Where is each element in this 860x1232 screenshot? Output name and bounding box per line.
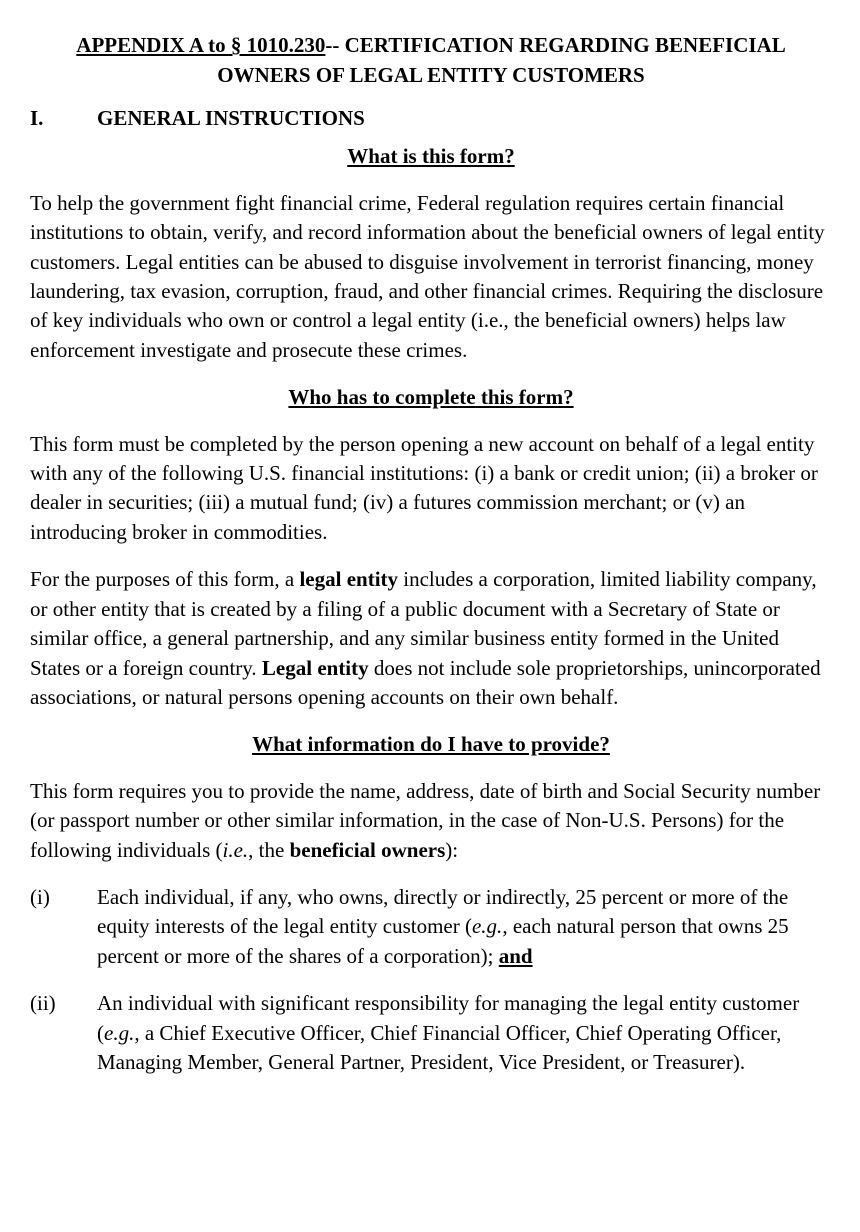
list-item-text-2: , each natural person that owns 25 percent or more of the shares of a corporation); xyxy=(97,914,789,968)
info-text-1: This form requires you to provide the name, address, date of birth and Social Security number (or passport number or other similar information, in the case of Non-U.S. Persons) for the following individuals ( xyxy=(30,778,821,862)
list-item-eg: e.g. xyxy=(471,914,503,939)
info-beneficial-owners: beneficial owners xyxy=(289,837,446,862)
info-ie: i.e. xyxy=(222,837,249,862)
legal-entity-text-2: includes a corporation, limited liability company, or other entity that is created by a filing of a public document with a Secretary of State or similar office, a general partnership, and any similar business entity formed in the United States or a foreign country. xyxy=(30,567,817,680)
legal-entity-term-2: Legal entity xyxy=(261,655,369,680)
subheading-who: Who has to complete this form? xyxy=(288,385,574,410)
list-item-and: and xyxy=(498,943,533,968)
list-item-text-2: , a Chief Executive Officer, Chief Financial Officer, Chief Operating Officer, Managing Member, General Partner, President, Vice President, or Treasurer). xyxy=(97,1020,782,1074)
paragraph-legal-entity xyxy=(30,565,832,712)
legal-entity-text-1: For the purposes of this form, a xyxy=(30,567,300,592)
info-text-2: , the xyxy=(248,837,290,862)
list-marker: (ii) xyxy=(30,991,56,1016)
title-rest: -- CERTIFICATION REGARDING BENEFICIAL xyxy=(325,33,786,57)
paragraph-info xyxy=(30,777,832,865)
list-item-eg: e.g. xyxy=(104,1020,135,1045)
list-item-body xyxy=(97,989,832,1077)
list-item-text-1: An individual with significant responsibility for managing the legal entity customer ( xyxy=(97,991,800,1045)
legal-entity-term-1: legal entity xyxy=(299,567,399,592)
title-line-2: OWNERS OF LEGAL ENTITY CUSTOMERS xyxy=(217,63,645,87)
section-number: I. xyxy=(30,106,44,130)
list-item-body xyxy=(97,883,832,971)
list-item-ii xyxy=(30,989,832,1077)
section-title: GENERAL INSTRUCTIONS xyxy=(97,106,365,130)
section-heading xyxy=(30,104,832,133)
title-reference: APPENDIX A to § 1010.230 xyxy=(76,33,326,57)
info-text-3: ): xyxy=(445,837,459,862)
legal-entity-text-3: does not include sole proprietorships, unincorporated associations, or natural persons opening accounts on their own behalf. xyxy=(30,655,821,709)
paragraph-who: This form must be completed by the person opening a new account on behalf of a legal entity with any of the following U.S. financial institutions: (i) a bank or credit union; (ii) a broker or dealer in securities; (iii) a mutual fund; (iv) a futures commission merchant; or (v) an introducing broker in commodities. xyxy=(30,431,818,544)
list-item-i xyxy=(30,883,832,971)
list-item-text-1: Each individual, if any, who owns, directly or indirectly, 25 percent or more of the equity interests of the legal entity customer ( xyxy=(97,884,789,939)
subheading-info: What information do I have to provide? xyxy=(252,732,610,757)
document-title xyxy=(30,30,832,90)
paragraph-what-is: To help the government fight financial crime, Federal regulation requires certain financial institutions to obtain, verify, and record information about the beneficial owners of legal entity customers. Legal entities can be abused to disguise involvement in terrorist financing, money laundering, tax evasion, corruption, fraud, and other financial crimes. Requiring the disclosure of key individuals who own or control a legal entity (i.e., the beneficial owners) helps law enforcement investigate and prosecute these crimes. xyxy=(30,190,825,362)
subheading-what-is: What is this form? xyxy=(347,144,515,169)
list-marker: (i) xyxy=(30,884,50,909)
